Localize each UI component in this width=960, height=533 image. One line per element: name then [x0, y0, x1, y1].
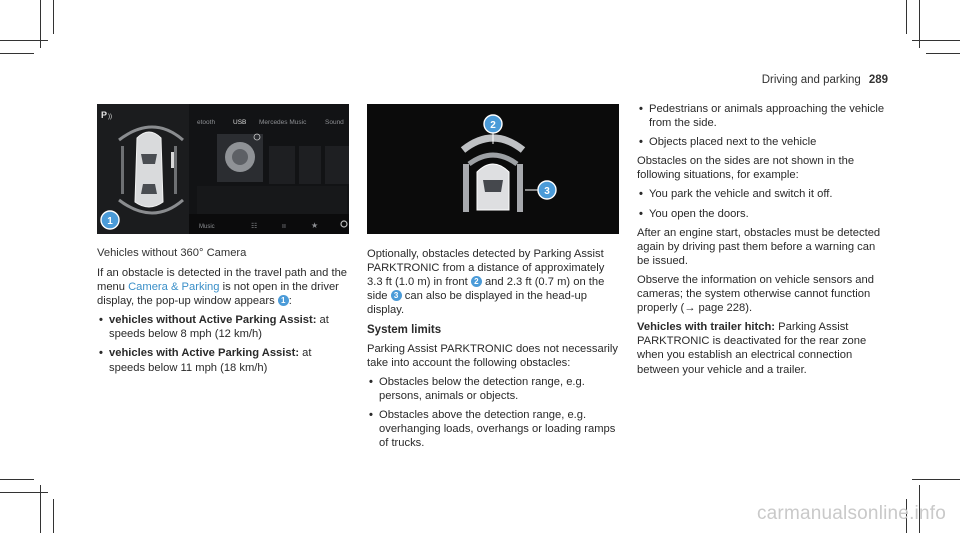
- crop-mark-br-h: [912, 479, 960, 480]
- svg-text:)): )): [108, 114, 112, 120]
- crop-mark-bl-h: [0, 492, 48, 493]
- col3-paragraph-3: Observe the information on vehicle sensors and cameras; the system otherwise cannot function properly (→ page 228).: [637, 273, 874, 315]
- crop-mark-tr-v2: [906, 0, 907, 34]
- media-tab-mercedes-music[interactable]: Mercedes Music: [259, 119, 307, 126]
- col3-paragraph-1: Obstacles on the sides are not shown in the following situations, for example:: [637, 155, 855, 182]
- watermark: carmanualsonline.info: [756, 503, 946, 524]
- text-column-1: [97, 266, 349, 380]
- favorite-star-icon[interactable]: ★: [311, 221, 319, 230]
- running-header: [762, 74, 888, 86]
- callout-3-ref: 3: [391, 290, 402, 301]
- svg-text:1: 1: [107, 216, 113, 227]
- list-item: • Objects placed next to the vehicle: [637, 135, 889, 149]
- crop-mark-tl-h2: [0, 53, 34, 54]
- crop-mark-tr-h2: [926, 53, 960, 54]
- media-tab-bluetooth[interactable]: etooth: [197, 119, 216, 126]
- crop-mark-tl-h: [0, 40, 48, 41]
- parking-display-screenshot: [97, 104, 349, 234]
- equalizer-icon[interactable]: ☷: [251, 223, 258, 230]
- callout-1-ref: 1: [278, 295, 289, 306]
- camera-parking-menu-link[interactable]: Camera & Parking: [128, 281, 220, 294]
- section-title: Driving and parking: [761, 74, 861, 86]
- col1-paragraph: If an obstacle is detected in the travel path and the menu Camera & Parking is not open in the driver display, the pop-up window appears 1 :: [97, 267, 348, 308]
- svg-text:2: 2: [490, 120, 496, 131]
- hud-graphic: [367, 104, 619, 234]
- parking-display-graphic: [97, 104, 349, 234]
- crop-mark-bl-h2: [0, 479, 34, 480]
- pause-icon[interactable]: ıı: [282, 223, 286, 230]
- figure-caption: Vehicles without 360° Camera: [97, 247, 247, 259]
- crop-mark-tl-v2: [53, 0, 54, 34]
- text-column-2: [367, 247, 620, 455]
- head-up-display-screenshot: [367, 104, 619, 234]
- cross-reference-arrow-icon: →: [684, 302, 696, 315]
- callout-2-ref: 2: [471, 276, 482, 287]
- text-column-3: [637, 102, 889, 382]
- page-number: 289: [868, 74, 888, 86]
- svg-text:3: 3: [544, 186, 550, 197]
- col3-paragraph-2: After an engine start, obstacles must be detected again by driving past them before a warning can be issued.: [637, 226, 881, 267]
- list-item: • vehicles without Active Parking Assist: at speeds below 8 mph (12 km/h): [97, 313, 349, 341]
- col2-paragraph-2: Parking Assist PARKTRONIC does not necessarily take into account the following obstacles:: [367, 342, 618, 369]
- list-item: • Obstacles below the detection range, e.g. persons, animals or objects.: [367, 375, 620, 403]
- page-reference-link[interactable]: page 228).: [695, 302, 753, 315]
- crop-mark-tr-h: [912, 40, 960, 41]
- list-item: • You park the vehicle and switch it off.: [637, 187, 889, 201]
- media-tab-sound[interactable]: Sound: [325, 119, 344, 126]
- parking-p-label: P: [101, 110, 108, 120]
- list-item: • You open the doors.: [637, 207, 889, 221]
- list-item: • Obstacles above the detection range, e.g. overhanging loads, overhangs or loading ramps of trucks.: [367, 408, 620, 450]
- list-item: • vehicles with Active Parking Assist: at speeds below 11 mph (18 km/h): [97, 346, 349, 374]
- crop-mark-bl-v2: [53, 499, 54, 533]
- list-item: • Pedestrians or animals approaching the vehicle from the side.: [637, 102, 889, 130]
- media-tab-usb[interactable]: USB: [233, 119, 247, 126]
- col2-paragraph: Optionally, obstacles detected by Parking Assist PARKTRONIC from a distance of approximately 3.3 ft (1.0 m) in front 2 and 2.3 ft (0.7 m) on the side 3 can also be displayed in the head-up display.: [367, 248, 605, 317]
- col3-paragraph-4: Vehicles with trailer hitch: Parking Assist PARKTRONIC is deactivated for the rear zone when you establish an electrical connection between your vehicle and a trailer.: [637, 321, 867, 376]
- media-bottom-label: Music: [199, 224, 215, 230]
- section-heading-system-limits: System limits: [367, 324, 442, 337]
